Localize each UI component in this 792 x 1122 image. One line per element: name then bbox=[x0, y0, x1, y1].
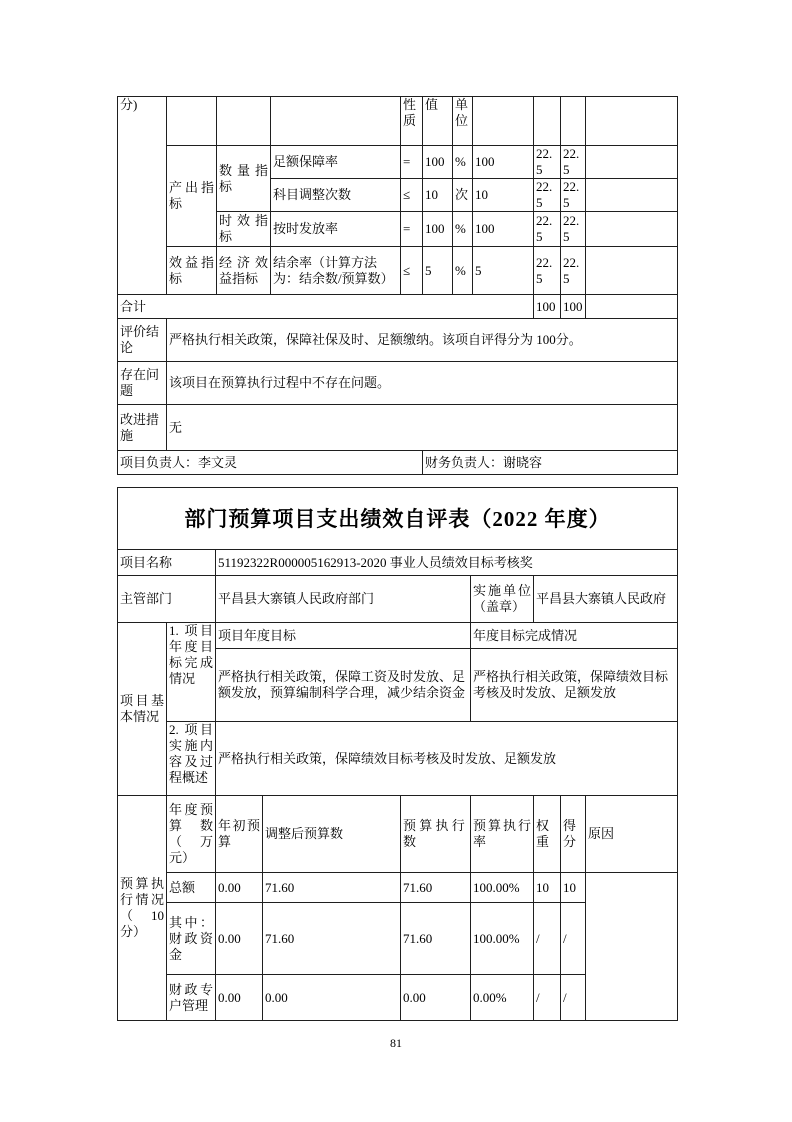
conclusion-row bbox=[118, 319, 678, 362]
budget-row-label: 财政专户管理 bbox=[167, 975, 216, 1021]
indicator-score: 22.5 bbox=[561, 212, 586, 247]
project-name-value: 51192322R000005162913-2020 事业人员绩效目标考核奖 bbox=[216, 550, 678, 576]
indicator-nature: = bbox=[401, 212, 423, 247]
budget-score: / bbox=[561, 903, 586, 975]
budget-executed: 0.00 bbox=[401, 975, 471, 1021]
budget-initial-header: 年初预算 bbox=[216, 796, 263, 873]
budget-header-row bbox=[118, 796, 678, 873]
budget-adjusted: 71.60 bbox=[263, 873, 401, 903]
measures-text: 无 bbox=[167, 405, 678, 451]
dept-value: 平昌县大寨镇人民政府部门 bbox=[216, 576, 471, 623]
measures-label: 改进措施 bbox=[118, 405, 167, 451]
sec1-label: 1. 项目年度目标完成情况 bbox=[167, 623, 216, 722]
department-row bbox=[118, 576, 678, 623]
indicator-name: 结余率（计算方法为：结余数/预算数） bbox=[271, 247, 401, 295]
project-manager: 项目负责人：李文灵 bbox=[118, 451, 423, 475]
indicator-unit: % bbox=[453, 146, 473, 179]
indicator-weight: 22.5 bbox=[534, 212, 561, 247]
budget-initial: 0.00 bbox=[216, 873, 263, 903]
goal-done-text: 严格执行相关政策，保障绩效目标考核及时发放、足额发放 bbox=[471, 649, 678, 722]
weight-header-empty bbox=[534, 97, 561, 146]
impl-unit-value: 平昌县大寨镇人民政府 bbox=[534, 576, 678, 623]
conclusion-text: 严格执行相关政策，保障社保及时、足额缴纳。该项自评得分为 100分。 bbox=[167, 319, 678, 362]
indicator-name-header-empty bbox=[271, 97, 401, 146]
indicator-weight: 22.5 bbox=[534, 247, 561, 295]
indicator-table bbox=[117, 96, 678, 475]
budget-initial: 0.00 bbox=[216, 975, 263, 1021]
indicator-name: 按时发放率 bbox=[271, 212, 401, 247]
indicator-unit: % bbox=[453, 247, 473, 295]
score-header-empty bbox=[561, 97, 586, 146]
budget-weight-header: 权重 bbox=[534, 796, 561, 873]
budget-row-label: 其中：财政资金 bbox=[167, 903, 216, 975]
indicator-nature: ≤ bbox=[401, 247, 423, 295]
subgroup-header-empty bbox=[217, 97, 271, 146]
annual-goal-header: 项目年度目标 bbox=[216, 623, 471, 649]
self-eval-table bbox=[117, 487, 678, 1021]
budget-executed: 71.60 bbox=[401, 903, 471, 975]
indicator-name: 足额保障率 bbox=[271, 146, 401, 179]
total-label: 合计 bbox=[118, 295, 534, 319]
economic-sub-label: 经济效益指标 bbox=[217, 247, 271, 295]
indicator-nature: = bbox=[401, 146, 423, 179]
goal-done-header: 年度目标完成情况 bbox=[471, 623, 678, 649]
budget-adjusted: 71.60 bbox=[263, 903, 401, 975]
nature-header: 性质 bbox=[401, 97, 423, 146]
indicator-weight: 22.5 bbox=[534, 146, 561, 179]
budget-rate: 0.00% bbox=[471, 975, 534, 1021]
conclusion-label: 评价结论 bbox=[118, 319, 167, 362]
budget-rate: 100.00% bbox=[471, 873, 534, 903]
actual-header-empty bbox=[473, 97, 534, 146]
indicator-value: 5 bbox=[423, 247, 453, 295]
sec2-text: 严格执行相关政策，保障绩效目标考核及时发放、足额发放 bbox=[216, 722, 678, 796]
annual-goal-text: 严格执行相关政策，保障工资及时发放、足额发放，预算编制科学合理，减少结余资金 bbox=[216, 649, 471, 722]
indicator-remark-empty bbox=[586, 247, 678, 295]
budget-reason-empty bbox=[586, 873, 678, 1021]
sec2-row bbox=[118, 722, 678, 796]
total-remark-empty bbox=[586, 295, 678, 319]
budget-reason-header: 原因 bbox=[586, 796, 678, 873]
signers-row bbox=[118, 451, 678, 475]
indicator-actual: 100 bbox=[473, 146, 534, 179]
finance-manager: 财务负责人：谢晓容 bbox=[423, 451, 678, 475]
basic-header-row bbox=[118, 623, 678, 649]
budget-rate: 100.00% bbox=[471, 903, 534, 975]
budget-row-label: 总额 bbox=[167, 873, 216, 903]
budget-score: / bbox=[561, 975, 586, 1021]
indicator-actual: 5 bbox=[473, 247, 534, 295]
quantity-sub-label: 数量指标 bbox=[217, 146, 271, 212]
benefit-group-label: 效益指标 bbox=[167, 247, 217, 295]
time-sub-label: 时效指标 bbox=[217, 212, 271, 247]
table-title: 部门预算项目支出绩效自评表（2022 年度） bbox=[118, 488, 678, 550]
indicator-actual: 10 bbox=[473, 179, 534, 212]
total-row bbox=[118, 295, 678, 319]
indicator-value: 10 bbox=[423, 179, 453, 212]
unit-header: 单位 bbox=[453, 97, 473, 146]
budget-score-header: 得分 bbox=[561, 796, 586, 873]
problems-text: 该项目在预算执行过程中不存在问题。 bbox=[167, 362, 678, 405]
score-group-partial-label: 分) bbox=[118, 97, 167, 295]
remark-header-empty bbox=[586, 97, 678, 146]
project-name-row bbox=[118, 550, 678, 576]
total-score: 100 bbox=[561, 295, 586, 319]
budget-weight: / bbox=[534, 903, 561, 975]
indicator-actual: 100 bbox=[473, 212, 534, 247]
project-name-label: 项目名称 bbox=[118, 550, 216, 576]
budget-adjusted: 0.00 bbox=[263, 975, 401, 1021]
indicator-value: 100 bbox=[423, 146, 453, 179]
indicator-remark-empty bbox=[586, 179, 678, 212]
indicator-score: 22.5 bbox=[561, 247, 586, 295]
output-group-label: 产出指标 bbox=[167, 146, 217, 247]
indicator-score: 22.5 bbox=[561, 179, 586, 212]
budget-annual-header: 年度预算数（万元） bbox=[167, 796, 216, 873]
group-header-empty bbox=[167, 97, 217, 146]
indicator-unit: % bbox=[453, 212, 473, 247]
problems-label: 存在问题 bbox=[118, 362, 167, 405]
indicator-weight: 22.5 bbox=[534, 179, 561, 212]
total-weight: 100 bbox=[534, 295, 561, 319]
dept-label: 主管部门 bbox=[118, 576, 216, 623]
indicator-value: 100 bbox=[423, 212, 453, 247]
indicator-remark-empty bbox=[586, 146, 678, 179]
budget-executed-header: 预 算 执 行数 bbox=[401, 796, 471, 873]
page-number: 81 bbox=[390, 1036, 402, 1050]
budget-rate-header: 预算执行率 bbox=[471, 796, 534, 873]
budget-adjusted-header: 调整后预算数 bbox=[263, 796, 401, 873]
measures-row bbox=[118, 405, 678, 451]
indicator-row bbox=[118, 247, 678, 295]
sec2-label: 2. 项目实施内容及过程概述 bbox=[167, 722, 216, 796]
problems-row bbox=[118, 362, 678, 405]
indicator-unit: 次 bbox=[453, 179, 473, 212]
indicator-remark-empty bbox=[586, 212, 678, 247]
budget-executed: 71.60 bbox=[401, 873, 471, 903]
budget-weight: 10 bbox=[534, 873, 561, 903]
indicator-score: 22.5 bbox=[561, 146, 586, 179]
budget-score: 10 bbox=[561, 873, 586, 903]
value-header: 值 bbox=[423, 97, 453, 146]
budget-initial: 0.00 bbox=[216, 903, 263, 975]
basic-label: 项目基本情况 bbox=[118, 623, 167, 796]
impl-unit-label: 实施单位（盖章） bbox=[471, 576, 534, 623]
indicator-row bbox=[118, 146, 678, 179]
budget-label: 预算执行情况（10分） bbox=[118, 796, 167, 1021]
indicator-nature: ≤ bbox=[401, 179, 423, 212]
budget-weight: / bbox=[534, 975, 561, 1021]
indicator-name: 科目调整次数 bbox=[271, 179, 401, 212]
budget-row-total bbox=[118, 873, 678, 903]
